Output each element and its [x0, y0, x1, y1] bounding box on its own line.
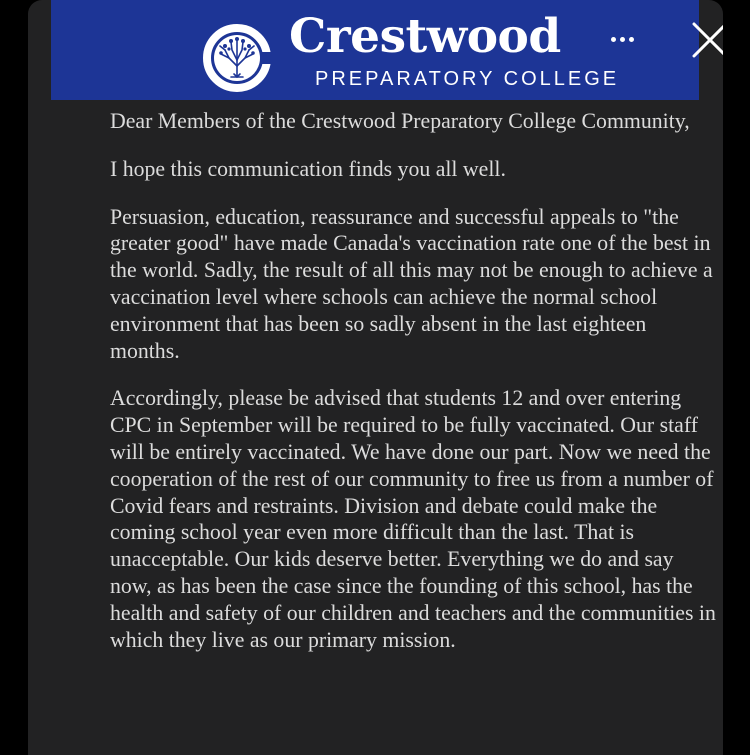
- school-subtitle: PREPARATORY COLLEGE: [315, 68, 620, 90]
- letter-paragraph: Accordingly, please be advised that students 12 and over entering CPC in September will be required to be fully vaccinated. Our staff will be entirely vaccinated. We have done our part. Now we need the cooperation of the rest of our community to free us from a number of Covid fears and restraints. Division and debate could make the coming school year even more difficult than the last. That is unacceptable. Our kids deserve better. Everything we do and say now, as has been the case since the founding of this school, has the health and safety of our children and teachers and the communities in which they live as our primary mission.: [110, 386, 716, 652]
- school-name: Crestwood: [289, 9, 561, 64]
- school-banner: [51, 0, 699, 100]
- letter-paragraph: I hope this communication finds you all well.: [110, 156, 506, 181]
- letter-paragraph: Persuasion, education, reassurance and successful appeals to "the greater good" have made Canada's vaccination rate one of the best in the world. Sadly, the result of all this may not be enough to achieve a vaccination level where schools can achieve the normal school environment that has been so sadly absent in the last eighteen months.: [110, 204, 713, 363]
- more-dots-icon: [611, 37, 616, 42]
- message-card: [28, 0, 723, 755]
- letter-body: [110, 108, 720, 674]
- more-options-button[interactable]: [604, 24, 640, 54]
- tree-emblem-icon: [201, 22, 273, 94]
- close-icon[interactable]: [690, 20, 723, 60]
- letter-salutation: Dear Members of the Crestwood Preparatory College Community,: [110, 109, 690, 133]
